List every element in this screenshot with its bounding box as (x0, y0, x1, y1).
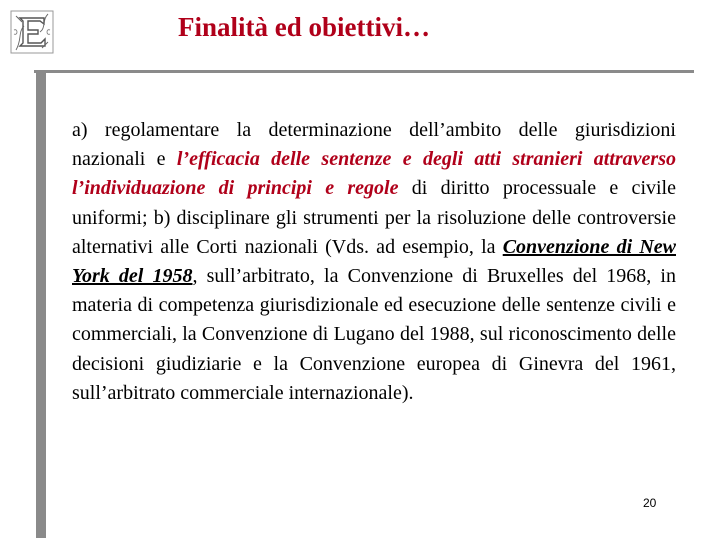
body-text-part-3: di diritto processuale e civile uniformi; b) disciplinare gli strumenti per la risoluzione delle controversie alternativi alle Corti nazionali (Vds. ad esempio, la (72, 177, 676, 258)
body-text-part-5: , sull’arbitrato, la Convenzione di Bruxelles del 1968, in materia di competenza giurisdizionale ed esecuzione delle sentenze civili e commerciali, la Convenzione di Lugano del 1988, sul riconoscimento delle decisioni giudiziarie e la Convenzione europea di Ginevra del 1961, sull’arbitrato commerciale internazionale). (72, 265, 676, 404)
top-rule (34, 70, 694, 73)
body-paragraph (72, 116, 676, 408)
left-bar (36, 70, 46, 538)
slide-title: Finalità ed obiettivi… (178, 12, 430, 42)
body-text-part-1: a) regolamentare la determinazione dell’ambito delle giurisdizioni nazionali e (72, 119, 676, 171)
body-emphasis-new-york-convention: Convenzione di New York del 1958 (72, 235, 676, 288)
page-number: 20 (643, 496, 657, 510)
ornamental-letter-e-icon (10, 10, 54, 54)
body-emphasis-red: l’efficacia delle sentenze e degli atti stranieri attraverso l’individuazione di principi e regole (72, 148, 676, 200)
